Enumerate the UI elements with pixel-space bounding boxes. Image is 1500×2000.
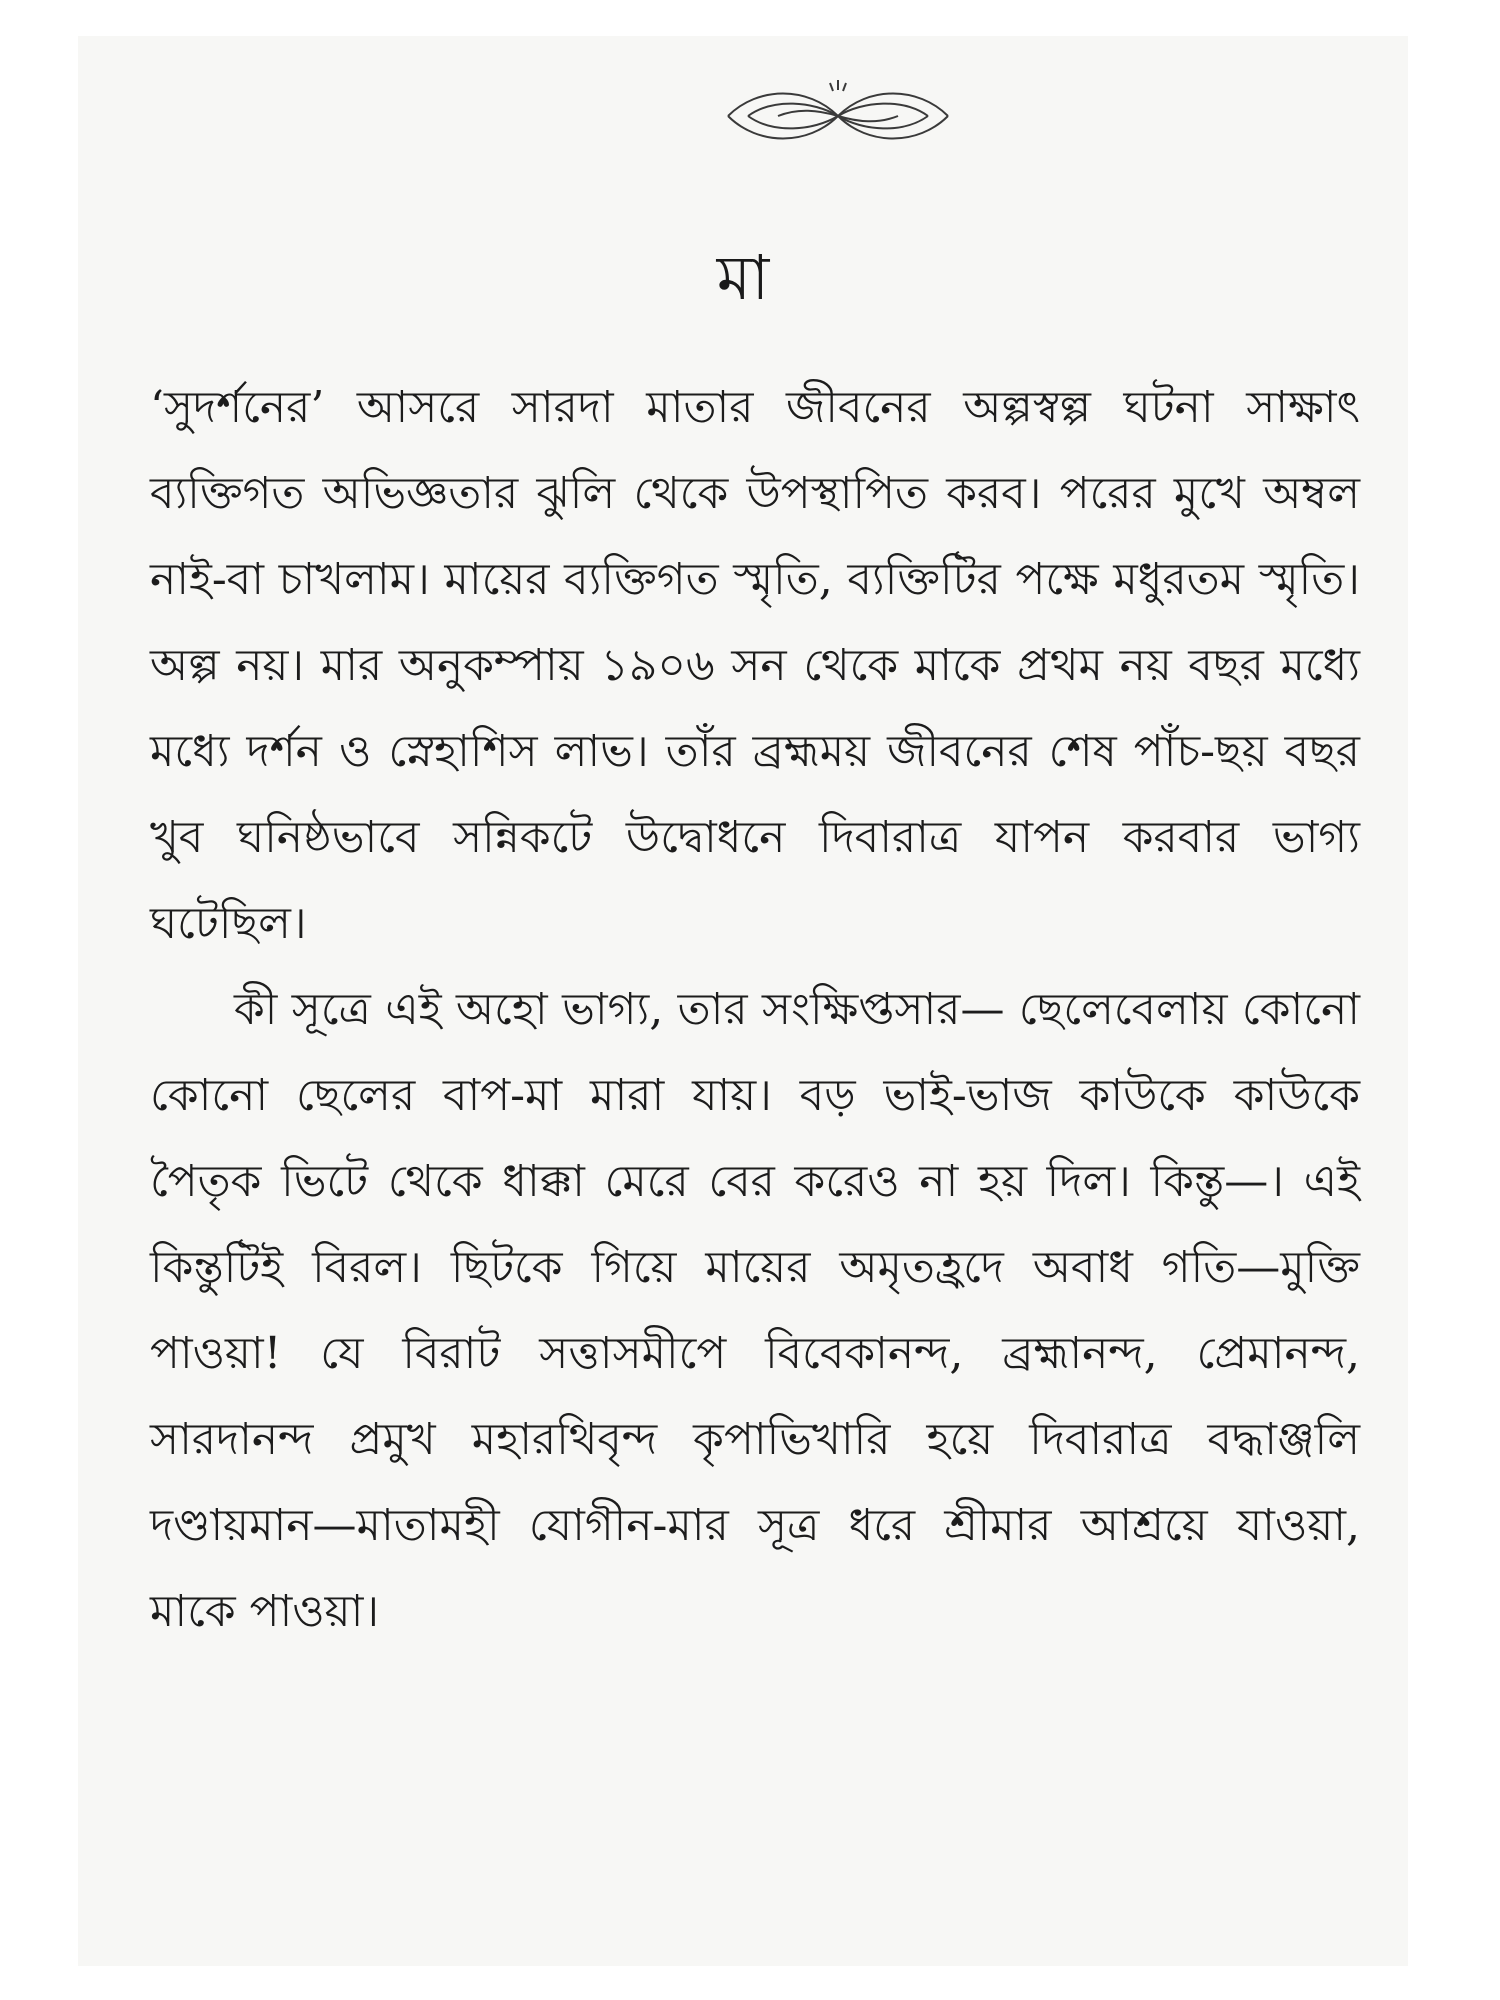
paragraph-1: ‘সুদর্শনের’ আসরে সারদা মাতার জীবনের অল্পস্বল্প ঘটনা সাক্ষাৎ ব্যক্তিগত অভিজ্ঞতার ঝুলি থেকে উপস্থাপিত করব। পরের মুখে অম্বল নাই-বা চাখলাম। মায়ের ব্যক্তিগত স্মৃতি, ব্যক্তিটির পক্ষে মধুরতম স্মৃতি। অল্প নয়। মার অনুকম্পায় ১৯০৬ সন থেকে মাকে প্রথম নয় বছর মধ্যে মধ্যে দর্শন ও স্নেহাশিস লাভ। তাঁর ব্রহ্মময় জীবনের শেষ পাঁচ-ছয় বছর খুব ঘনিষ্ঠভাবে সন্নিকটে উদ্বোধনে দিবারাত্র যাপন করবার ভাগ্য ঘটেছিল। — [150, 382, 1360, 949]
page-title: মা — [716, 241, 770, 314]
scroll-flourish-ornament-icon — [718, 76, 958, 156]
paragraph-2: কী সূত্রে এই অহো ভাগ্য, তার সংক্ষিপ্তসার— ছেলেবেলায় কোনো কোনো ছেলের বাপ-মা মারা যায়। বড় ভাই-ভাজ কাউকে কাউকে পৈতৃক ভিটে থেকে ধাক্কা মেরে বের করেও না হয় দিল। কিন্তু—। এই কিন্তুটিই বিরল। ছিটকে গিয়ে মায়ের অমৃতহ্রদে অবাধ গতি—মুক্তি পাওয়া! যে বিরাট সত্তাসমীপে বিবেকানন্দ, ব্রহ্মানন্দ, প্রেমানন্দ, সারদানন্দ প্রমুখ মহারথিবৃন্দ কৃপাভিখারি হয়ে দিবারাত্র বদ্ধাঞ্জলি দণ্ডায়মান—মাতামহী যোগীন-মার সূত্র ধরে শ্রীমার আশ্রয়ে যাওয়া, মাকে পাওয়া। — [150, 984, 1360, 1637]
body-text — [150, 365, 1360, 1655]
